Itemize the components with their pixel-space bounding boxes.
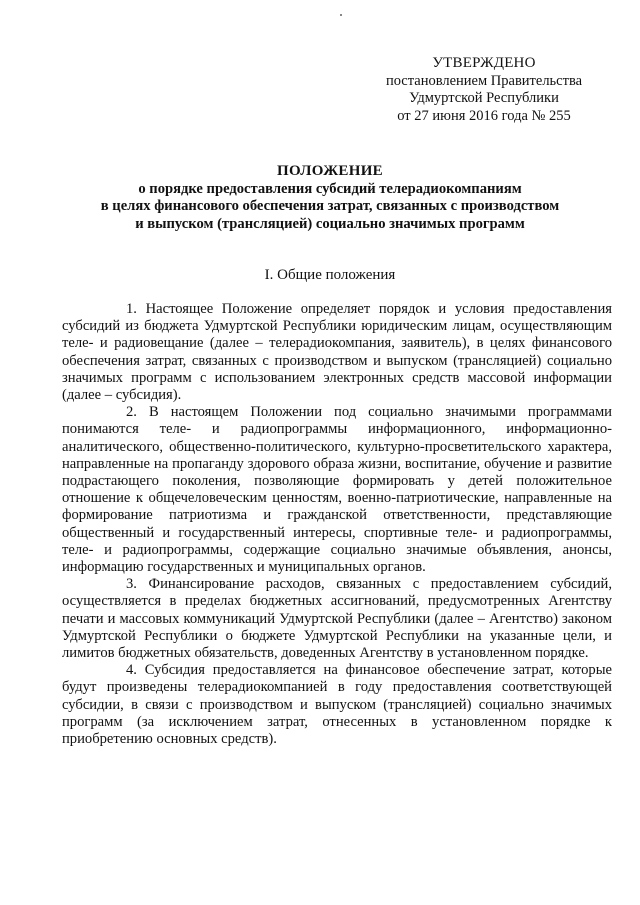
approval-line-1: постановлением Правительства [385,72,583,89]
approval-line-3: от 27 июня 2016 года № 255 [397,107,571,124]
approval-stamp [374,55,594,125]
approval-title: УТВЕРЖДЕНО [432,55,536,71]
document-heading [60,163,600,233]
document-title: ПОЛОЖЕНИЕ [277,163,383,179]
section-heading: I. Общие положения [264,267,396,283]
paragraph-3: 3. Финансирование расходов, связанных с предоставлением субсидий, осуществляется в пределах бюджетных ассигнований, предусмотренных Агентству печати и массовых коммуникаций Удмуртской Республики (далее – Агентство) законом Удмуртской Республики о бюджете Удмуртской Республики на указанные цели, и лимитов бюджетных обязательств, доведенных Агентству в установленном порядке. [62,576,612,662]
paragraph-4: 4. Субсидия предоставляется на финансовое обеспечение затрат, которые будут произведены телерадиокомпанией в году предоставления соответствующей субсидии, в связи с производством и выпуском (трансляцией) социально значимых программ (за исключением затрат, отнесенных в установленном порядке к приобретению основных средств). [62,662,612,748]
document-subtitle-line-1: о порядке предоставления субсидий телерадиокомпаниям [138,180,522,197]
document-subtitle-line-2: в целях финансового обеспечения затрат, связанных с производством [100,198,560,214]
document-body [62,301,612,748]
page-mark [340,14,342,16]
paragraph-1: 1. Настоящее Положение определяет порядок и условия предоставления субсидий из бюджета Удмуртской Республики юридическим лицам, осуществляющим теле- и радиовещание (далее – телерадиокомпания, заявитель), в целях финансового обеспечения затрат, связанных с производством и выпуском (трансляцией) социально значимых программ с использованием электронных средств массовой информации (далее – субсидия). [62,301,612,404]
approval-line-2: Удмуртской Республики [409,90,559,106]
document-subtitle-line-3: и выпуском (трансляцией) социально значимых программ [135,215,525,232]
paragraph-2: 2. В настоящем Положении под социально значимыми программами понимаются теле- и радиопрограммы информационного, информационно-аналитического, общественно-политического, культурно-просветительского характера, направленные на пропаганду здорового образа жизни, воспитание, обучение и развитие подрастающего поколения, позволяющие формировать у детей положительное отношение к общечеловеческим ценностям, военно-патриотические, направленные на формирование патриотизма и гражданской ответственности, представляющие общественный и государственный интересы, спортивные теле- и радиопрограммы, теле- и радиопрограммы, содержащие социально значимые объявления, анонсы, информацию государственных и муниципальных органов. [62,404,612,576]
